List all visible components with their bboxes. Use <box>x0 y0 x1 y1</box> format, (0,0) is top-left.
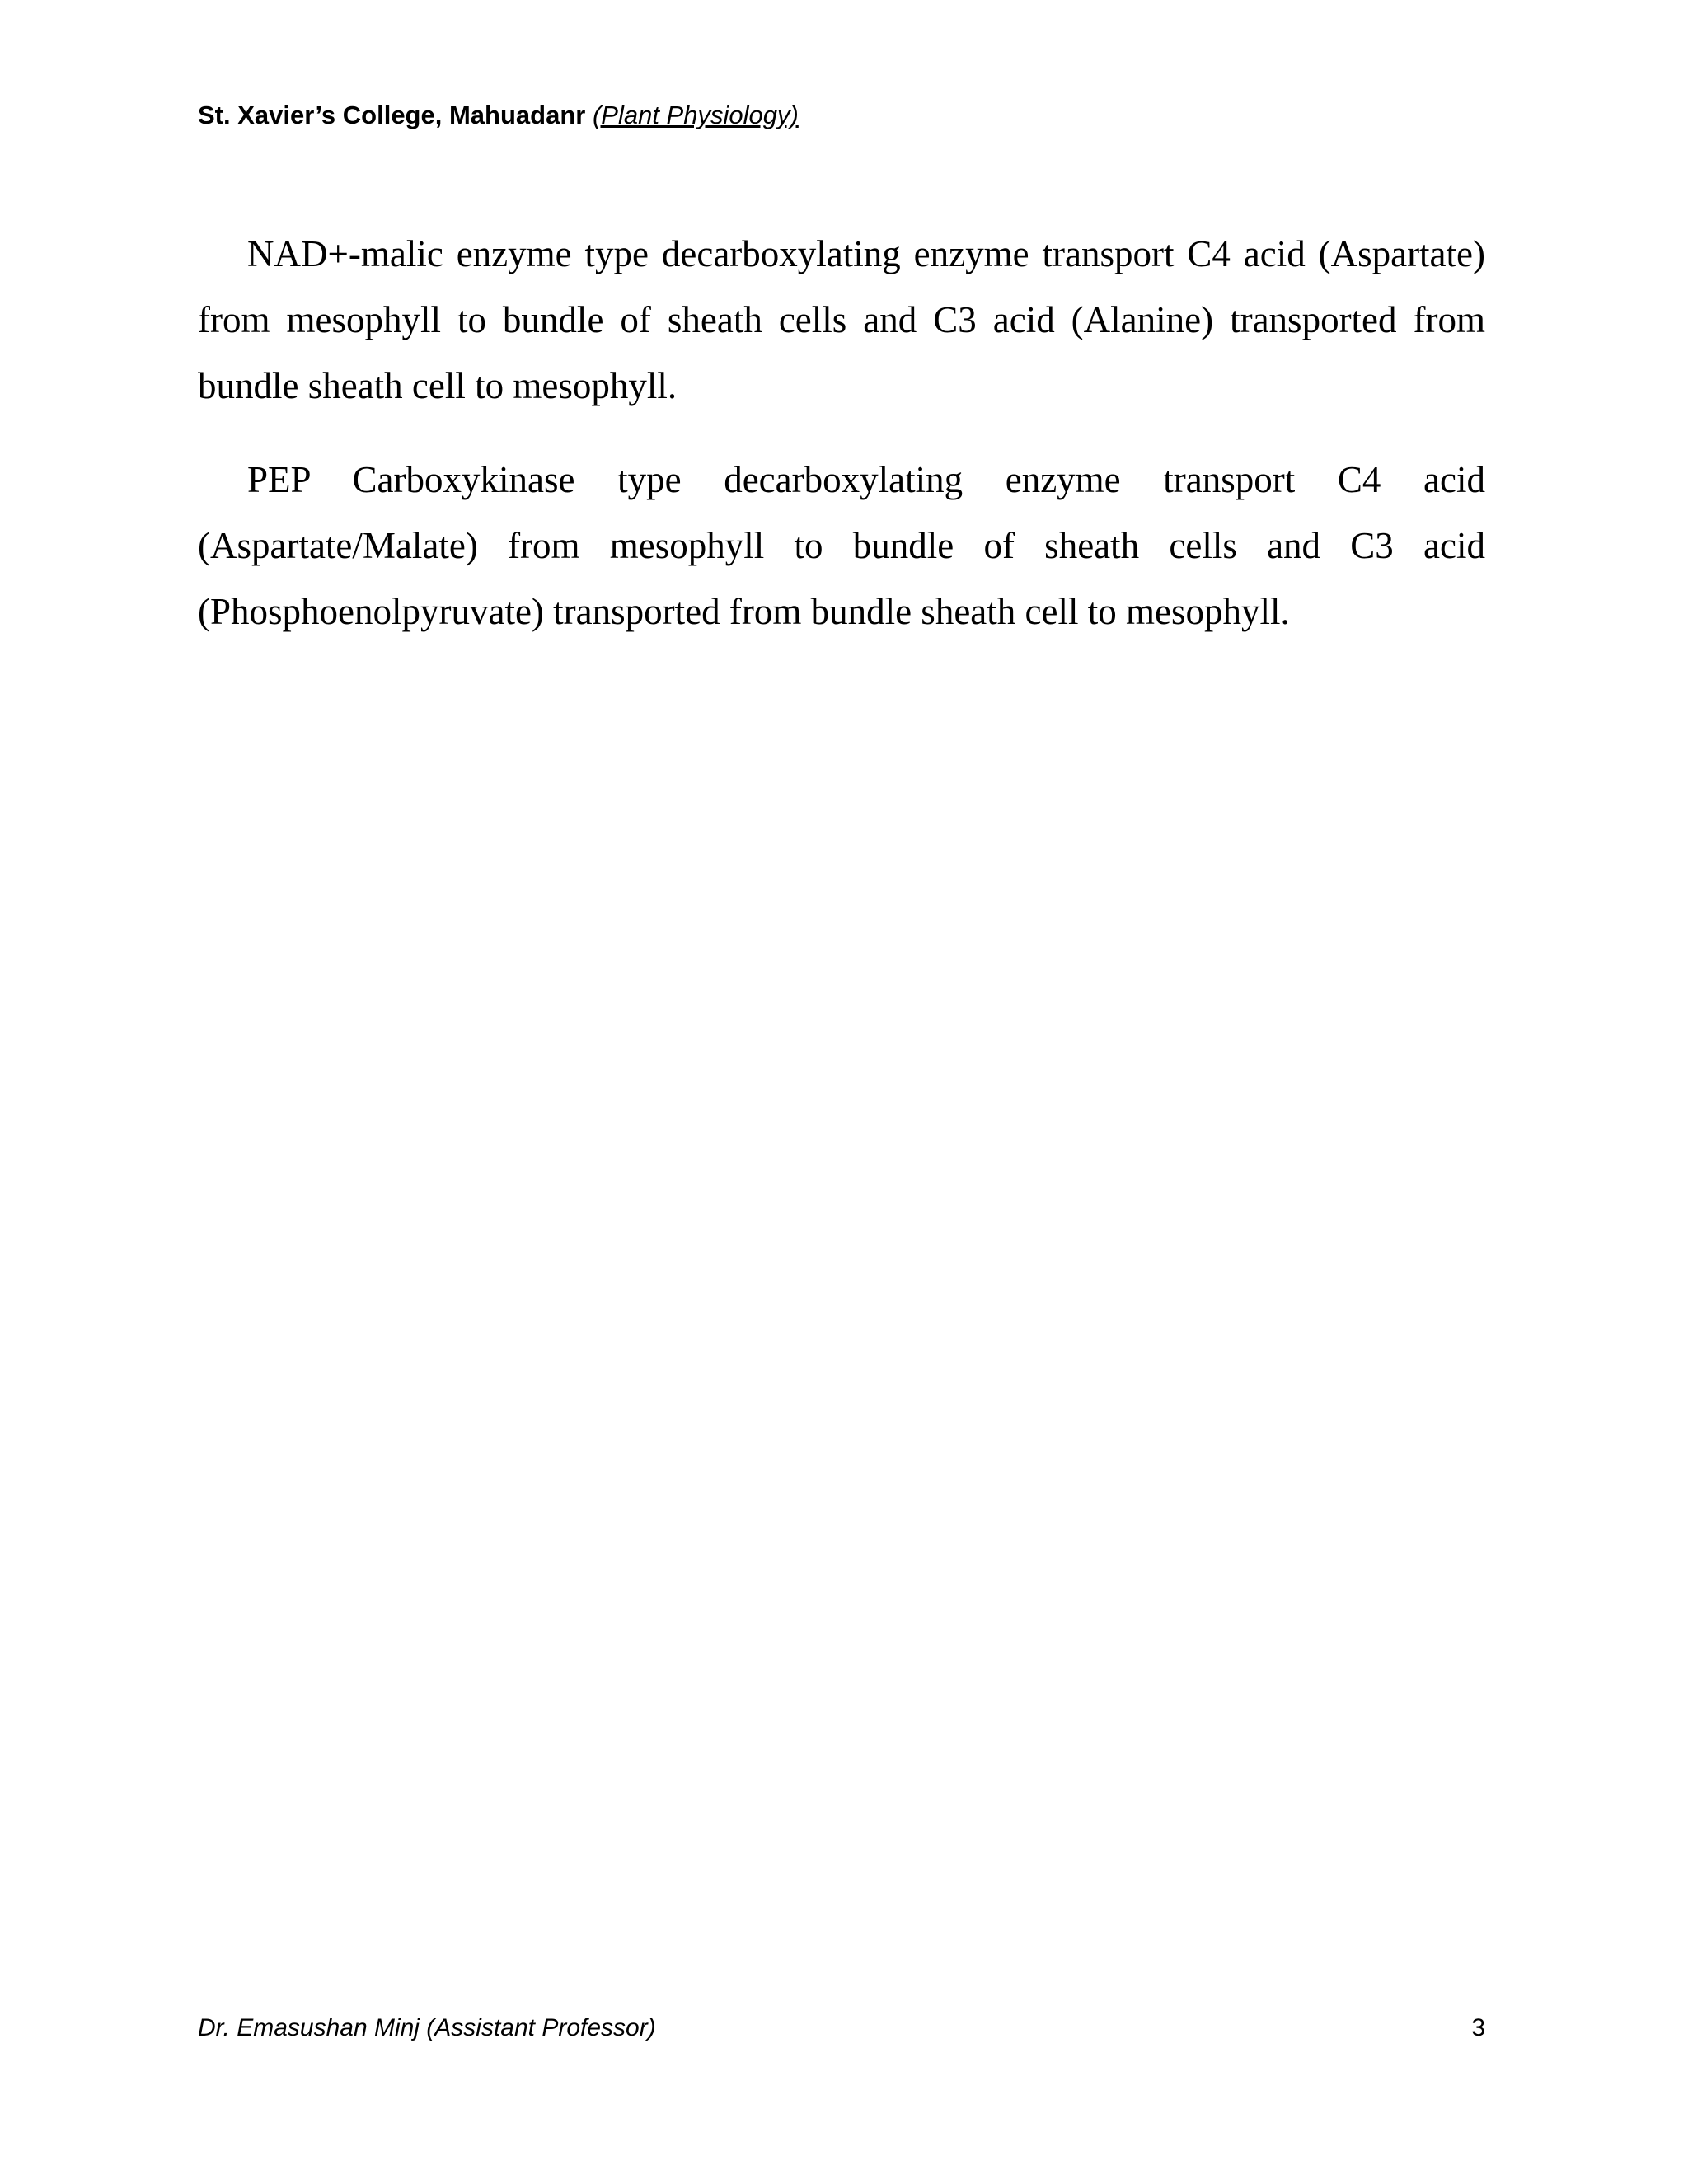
header-subject: (Plant Physiology) <box>592 101 799 129</box>
header-institution: St. Xavier’s College, Mahuadanr <box>198 101 586 129</box>
running-header <box>198 97 799 134</box>
page-number: 3 <box>1471 2014 1485 2041</box>
footer-author: Dr. Emasushan Minj (Assistant Professor) <box>198 2014 656 2041</box>
body-text <box>198 221 1485 673</box>
paragraph-nad-malic-enzyme: NAD+-malic enzyme type decarboxylating enzyme transport C4 acid (Aspartate) from mesophyll to bundle of sheath cells and C3 acid (Alanine) transported from bundle sheath cell to mesophyll. <box>198 233 1485 406</box>
paragraph-pep-carboxykinase: PEP Carboxykinase type decarboxylating enzyme transport C4 acid (Aspartate/Malate) from mesophyll to bundle of sheath cells and C3 acid (Phosphoenolpyruvate) transported from bundle sheath cell to mesophyll. <box>198 459 1485 632</box>
